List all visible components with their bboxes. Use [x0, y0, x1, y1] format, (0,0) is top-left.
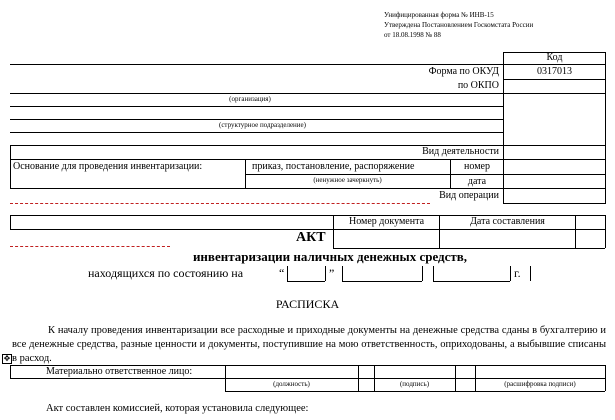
doc-table-divider — [575, 215, 576, 248]
act-title: АКТ — [296, 230, 326, 245]
form-header — [384, 10, 533, 40]
code-row-line — [503, 64, 606, 65]
doc-number-header: Номер документа — [348, 216, 425, 227]
year-suffix: г. — [514, 266, 521, 280]
basis-options: приказ, постановление, распоряжение — [252, 161, 415, 172]
responsible-right-border — [605, 365, 606, 391]
month-field[interactable] — [342, 281, 422, 282]
org-line — [10, 106, 503, 107]
month-field-right — [422, 266, 423, 281]
year-suffix-border — [530, 266, 531, 281]
basis-options-underline — [245, 174, 450, 175]
subdivision-underline — [10, 119, 503, 120]
number-label: номер — [464, 161, 490, 172]
responsible-underline — [10, 378, 605, 379]
organization-caption: (организация) — [229, 95, 271, 103]
activity-label: Вид деятельности — [422, 146, 499, 157]
code-row-line — [503, 203, 606, 204]
month-field-left — [342, 266, 343, 281]
doc-table-left — [10, 215, 11, 229]
receipt-heading: РАСПИСКА — [275, 297, 340, 311]
left-border — [10, 145, 11, 189]
code-row-line — [503, 93, 606, 94]
decoding-caption: (расшифровка подписи) — [504, 380, 576, 388]
form-header-line1: Унифицированная форма № ИНВ-15 — [384, 11, 494, 19]
receipt-paragraph: К началу проведения инвентаризации все расходные и приходные документы на денежные средства сданы в бухгалтерию и все денежные средства, разные ценности и документы, поступившие на мою ответственность, оприходованы, а выбывшие списаны в расход. — [12, 325, 606, 364]
operation-label: Вид операции — [439, 190, 499, 201]
basis-bottom-line — [10, 188, 245, 189]
edit-mark — [10, 203, 430, 204]
date-label: дата — [467, 176, 487, 187]
responsible-label: Материально ответственное лицо: — [46, 366, 193, 377]
position-caption: (должность) — [273, 380, 310, 388]
edit-mark — [10, 246, 170, 247]
basis-bottom-line — [245, 188, 503, 189]
day-field[interactable] — [287, 281, 325, 282]
org-top-line — [10, 64, 503, 65]
basis-caption: (ненужное зачеркнуть) — [313, 176, 382, 184]
responsible-left-border — [10, 365, 11, 378]
code-row-line — [503, 174, 606, 175]
org-underline — [10, 93, 503, 94]
year-field-right — [510, 266, 511, 281]
code-header: Код — [546, 52, 563, 63]
okud-label: Форма по ОКУД — [428, 66, 499, 77]
doc-date-header: Дата составления — [470, 216, 545, 227]
act-subtitle: инвентаризации наличных денежных средств, — [192, 249, 468, 264]
form-header-line2: Утверждена Постановлением Госкомстата России — [384, 21, 534, 29]
code-row-line — [503, 188, 606, 189]
signature-caption: (подпись) — [399, 380, 430, 388]
okpo-label: по ОКПО — [457, 80, 499, 91]
code-row-line — [503, 159, 606, 160]
year-field-left — [433, 266, 434, 281]
okud-value[interactable]: 0317013 — [537, 66, 572, 77]
code-row-line — [503, 79, 606, 80]
quote-close: ” — [329, 266, 335, 280]
responsible-bottom-line — [225, 391, 605, 392]
commission-text: Акт составлен комиссией, которая установила следующее: — [46, 403, 309, 414]
number-date-line — [450, 174, 503, 175]
code-row-line — [503, 145, 606, 146]
state-prefix: находящихся по состоянию на — [88, 266, 244, 280]
move-table-icon[interactable]: ✥ — [3, 354, 11, 363]
subdivision-caption: (структурное подразделение) — [218, 121, 306, 129]
org-line — [10, 132, 503, 133]
doc-table-right — [605, 215, 606, 248]
code-right-border — [605, 52, 606, 204]
day-field-right — [325, 266, 326, 281]
basis-label: Основание для проведения инвентаризации: — [13, 161, 203, 172]
quote-open: “ — [279, 266, 285, 280]
basis-top-line — [10, 159, 503, 160]
year-field[interactable] — [433, 281, 510, 282]
form-header-line3: от 18.08.1998 № 88 — [384, 31, 441, 39]
day-field-left — [287, 266, 288, 281]
